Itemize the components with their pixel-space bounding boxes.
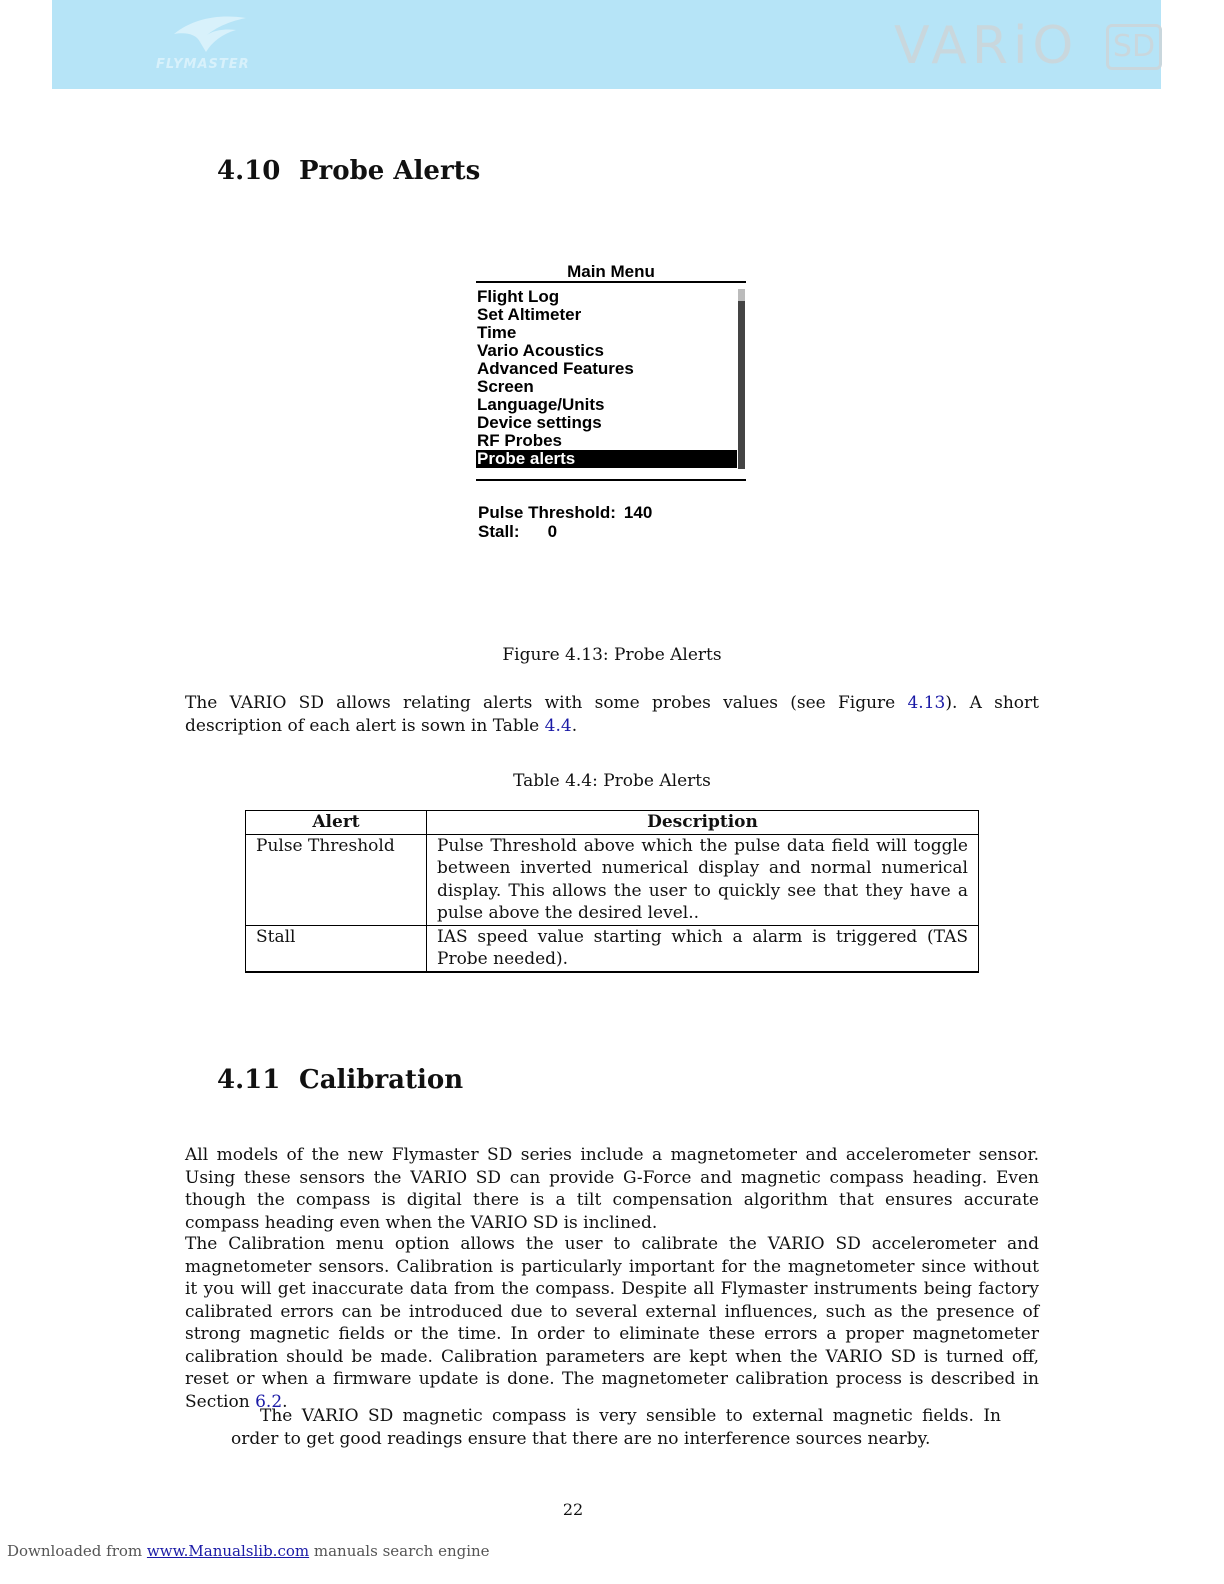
flymaster-logo [150, 12, 270, 76]
menu-item: RF Probes [477, 431, 563, 450]
table-caption: Table 4.4: Probe Alerts [513, 771, 711, 791]
header-banner [52, 0, 1161, 89]
pulse-threshold-value: 140 [623, 503, 653, 522]
menu-item: Screen [477, 377, 534, 396]
description-cell: IAS speed value starting which a alarm is triggered (TAS Probe needed). [427, 925, 979, 972]
section-title: Probe Alerts [299, 156, 481, 186]
calibration-text: The Calibration menu option allows the user to calibrate the VARIO SD accelerometer and magnetometer sensors. Calibration is particularly important for the magnetometer since without it you will get inaccurate data from the compass. Despite all Flymaster instruments being factory calibrated errors can be introduced due to several external influences, such as the presence of strong magnetic fields or the time. In order to eliminate these errors a proper magnetometer calibration should be made. Calibration parameters are kept when the VARIO SD is turned off, reset or when a firmware update is done. The magnetometer calibration process is described in Section [185, 1234, 1039, 1412]
stall-label: Stall: [478, 522, 520, 541]
scrollbar-thumb [738, 301, 745, 469]
column-header-alert: Alert [246, 811, 427, 835]
flymaster-brand-text: FLYMASTER [156, 57, 250, 72]
section-ref-link[interactable]: 6.2 [255, 1391, 283, 1412]
section-number: 4.10 [217, 156, 281, 186]
table-row [246, 834, 979, 925]
alert-cell: Pulse Threshold [246, 834, 427, 925]
download-footer [7, 1542, 490, 1560]
table-row [246, 925, 979, 972]
pulse-threshold-label: Pulse Threshold: [478, 503, 616, 522]
table-header-row [246, 811, 979, 835]
intro-text: The VARIO SD allows relating alerts with some probes values (see Figure [185, 693, 908, 713]
manualslib-link[interactable]: www.Manualslib.com [146, 1542, 310, 1560]
menu-item: Device settings [477, 413, 602, 432]
flymaster-wing-icon [170, 12, 250, 56]
menu-item: Language/Units [477, 395, 605, 414]
section-heading-probe-alerts [217, 156, 480, 186]
intro-text: ). A short description of each alert is sown in Table [185, 693, 1039, 736]
menu-list [476, 288, 737, 468]
calibration-paragraph-2 [185, 1233, 1039, 1413]
menu-item: Vario Acoustics [477, 341, 604, 360]
calibration-text: . [282, 1391, 288, 1412]
screen-title: Main Menu [567, 262, 655, 281]
note-paragraph: The VARIO SD magnetic compass is very sensible to external magnetic fields. In order to get good readings ensure that there are no interference sources nearby. [231, 1406, 1001, 1449]
footer-prefix: Downloaded from [7, 1542, 147, 1560]
column-header-description: Description [427, 811, 979, 835]
vario-logo-text: VARiO [894, 16, 1079, 76]
description-cell: Pulse Threshold above which the pulse data field will toggle between inverted numerical display and normal numerical display. This allows the user to quickly see that they have a pulse above the desired level.. [427, 834, 979, 925]
stall-value: 0 [547, 522, 558, 541]
screen-readout [478, 503, 652, 541]
table-ref-link[interactable]: 4.4 [544, 715, 572, 736]
menu-item: Set Altimeter [477, 305, 582, 324]
menu-item: Flight Log [477, 287, 560, 306]
menu-item: Time [477, 323, 517, 342]
intro-text: . [571, 715, 578, 736]
device-screen-figure [476, 262, 746, 482]
intro-paragraph [185, 692, 1039, 737]
section-number: 4.11 [217, 1065, 281, 1095]
figure-caption: Figure 4.13: Probe Alerts [502, 645, 722, 665]
calibration-paragraph-1: All models of the new Flymaster SD series include a magnetometer and accelerometer sensor. Using these sensors the VARIO SD can provide G-Force and magnetic compass heading. Even though the compass is digital there is a tilt compensation algorithm that ensures accurate compass heading even when the VARIO SD is inclined. [185, 1145, 1039, 1233]
footer-suffix: manuals search engine [309, 1542, 490, 1560]
screen-divider [476, 281, 746, 283]
sd-badge: SD [1106, 24, 1162, 70]
probe-alerts-table [245, 810, 979, 973]
page-number: 22 [562, 1500, 584, 1519]
alert-cell: Stall [246, 925, 427, 972]
section-title: Calibration [299, 1065, 464, 1095]
figure-ref-link[interactable]: 4.13 [907, 693, 946, 713]
screen-scrollbar [738, 289, 745, 469]
menu-item: Advanced Features [477, 359, 634, 378]
menu-item-selected: Probe alerts [476, 450, 737, 468]
section-heading-calibration [217, 1065, 463, 1095]
screen-divider [476, 479, 746, 481]
